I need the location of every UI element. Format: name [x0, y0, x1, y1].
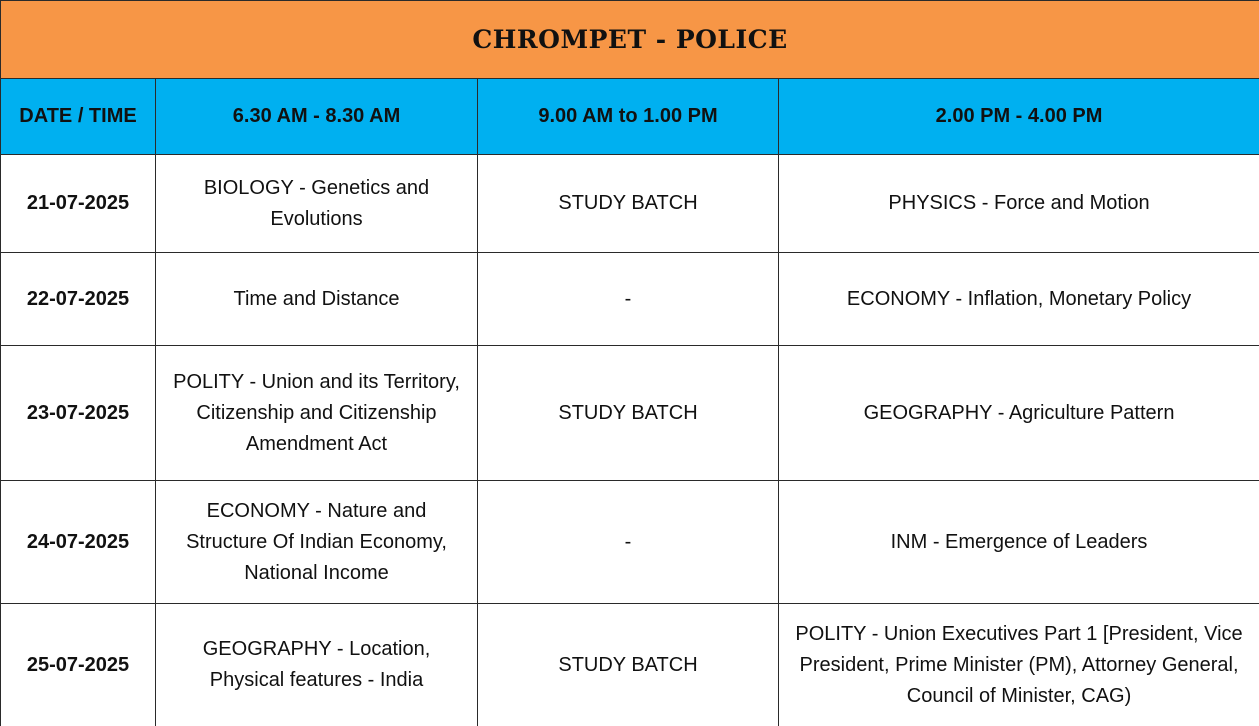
morning-session: ECONOMY - Nature and Structure Of Indian Economy, National Income [156, 481, 478, 604]
morning-session: POLITY - Union and its Territory, Citizenship and Citizenship Amendment Act [156, 346, 478, 481]
table-row [1, 604, 1259, 726]
table-row [1, 481, 1259, 604]
title-row [1, 1, 1259, 79]
row-date: 23-07-2025 [1, 346, 156, 481]
schedule-title: CHROMPET - POLICE [1, 1, 1259, 79]
midday-session: STUDY BATCH [478, 155, 779, 253]
midday-session: - [478, 481, 779, 604]
midday-session: - [478, 253, 779, 346]
header-row [1, 79, 1259, 155]
row-date: 21-07-2025 [1, 155, 156, 253]
morning-session: GEOGRAPHY - Location, Physical features - India [156, 604, 478, 726]
row-date: 25-07-2025 [1, 604, 156, 726]
midday-session: STUDY BATCH [478, 604, 779, 726]
row-date: 22-07-2025 [1, 253, 156, 346]
afternoon-session: ECONOMY - Inflation, Monetary Policy [779, 253, 1259, 346]
afternoon-session: GEOGRAPHY - Agriculture Pattern [779, 346, 1259, 481]
morning-session: Time and Distance [156, 253, 478, 346]
header-afternoon-slot: 2.00 PM - 4.00 PM [779, 79, 1259, 155]
midday-session: STUDY BATCH [478, 346, 779, 481]
table-row [1, 253, 1259, 346]
header-date-time: DATE / TIME [1, 79, 156, 155]
table-row [1, 155, 1259, 253]
afternoon-session: PHYSICS - Force and Motion [779, 155, 1259, 253]
morning-session: BIOLOGY - Genetics and Evolutions [156, 155, 478, 253]
afternoon-session: POLITY - Union Executives Part 1 [President, Vice President, Prime Minister (PM), Attorney General, Council of Minister, CAG) [779, 604, 1259, 726]
row-date: 24-07-2025 [1, 481, 156, 604]
header-midday-slot: 9.00 AM to 1.00 PM [478, 79, 779, 155]
header-morning-slot: 6.30 AM - 8.30 AM [156, 79, 478, 155]
afternoon-session: INM - Emergence of Leaders [779, 481, 1259, 604]
table-row [1, 346, 1259, 481]
